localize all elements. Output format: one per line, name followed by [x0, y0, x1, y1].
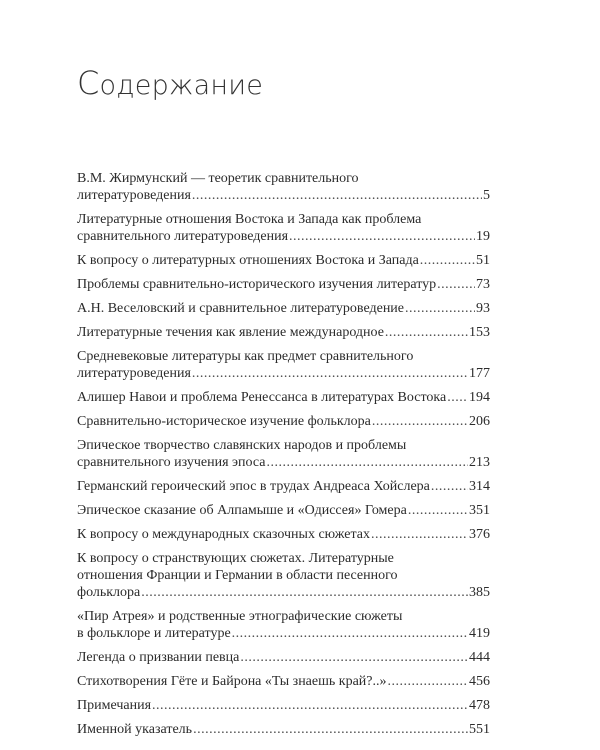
dot-leader: [192, 187, 482, 204]
dot-leader: [141, 584, 468, 601]
toc-entry-title-line: Примечания: [77, 698, 152, 713]
toc-page-number: 314: [469, 479, 490, 494]
toc-entry-title-line: К вопросу о международных сказочных сюжетах: [77, 527, 370, 542]
toc-page-number: 385: [469, 585, 490, 600]
toc-entry-title-line: Средневековые литературы как предмет сравнительного: [77, 349, 414, 364]
toc-entry[interactable]: [77, 608, 490, 642]
toc-entry-title-line: А.Н. Веселовский и сравнительное литературоведение: [77, 301, 405, 316]
toc-page-number: 93: [476, 301, 490, 316]
toc-entry-leader-line: [77, 389, 490, 406]
toc-entry[interactable]: [77, 276, 490, 293]
toc-entry-title-line: «Пир Атрея» и родственные этнографические сюжеты: [77, 609, 403, 624]
toc-entry-title-line: Литературные течения как явление международное: [77, 325, 384, 340]
toc-entry[interactable]: [77, 721, 490, 738]
dot-leader: [289, 228, 475, 245]
dot-leader: [420, 252, 475, 269]
page-title-initial: С: [77, 64, 100, 102]
toc-entry-title-line: К вопросу о литературных отношениях Востока и Запада: [77, 253, 419, 268]
dot-leader: [240, 649, 468, 666]
toc-entry-title-line: сравнительного литературоведения: [77, 229, 289, 244]
toc-entry-title-line: отношения Франции и Германии в области песенного: [77, 568, 398, 583]
toc-entry-leader-line: [77, 187, 490, 204]
toc-entry-title-line: в фольклоре и литературе: [77, 626, 231, 641]
toc-entry[interactable]: [77, 324, 490, 341]
toc-page-number: 478: [469, 698, 490, 713]
toc-entry-title-line: Легенда о призвании певца: [77, 650, 240, 665]
toc-page-number: 5: [483, 188, 490, 203]
toc-entry-leader-line: [77, 276, 490, 293]
toc-entry-title-line: Именной указатель: [77, 722, 193, 737]
toc-entry[interactable]: [77, 170, 490, 204]
toc-entry[interactable]: [77, 502, 490, 519]
toc-page-number: 73: [476, 277, 490, 292]
toc-entry[interactable]: [77, 300, 490, 317]
toc-entry-title-line: Литературные отношения Востока и Запада как проблема: [77, 212, 422, 227]
toc-entry-leader-line: [77, 324, 490, 341]
dot-leader: [193, 721, 468, 738]
toc-entry-leader-line: [77, 502, 490, 519]
toc-entry-title-line: Германский героический эпос в трудах Андреаса Хойслера: [77, 479, 430, 494]
toc-entry-title-line: К вопросу о странствующих сюжетах. Литературные: [77, 551, 394, 566]
dot-leader: [192, 365, 468, 382]
dot-leader: [388, 673, 469, 690]
toc-page-number: 194: [469, 390, 490, 405]
toc-entry-leader-line: [77, 526, 490, 543]
toc-entry[interactable]: [77, 413, 490, 430]
toc-entry-title-line: литературоведения: [77, 366, 191, 381]
toc-entry-title-line: В.М. Жирмунский — теоретик сравнительного: [77, 171, 359, 186]
dot-leader: [266, 454, 468, 471]
toc-entry-leader-line: [77, 228, 490, 245]
toc-page-number: 376: [469, 527, 490, 542]
toc-entry[interactable]: [77, 478, 490, 495]
table-of-contents: [77, 170, 490, 745]
toc-entry-leader-line: [77, 625, 490, 642]
toc-entry-title-line: сравнительного изучения эпоса: [77, 455, 266, 470]
page-title-rest: одержание: [99, 70, 264, 101]
toc-entry-leader-line: [77, 649, 490, 666]
toc-entry[interactable]: [77, 437, 490, 471]
toc-entry[interactable]: [77, 550, 490, 601]
toc-entry[interactable]: [77, 526, 490, 543]
toc-entry-leader-line: [77, 673, 490, 690]
toc-entry-leader-line: [77, 252, 490, 269]
dot-leader: [431, 478, 468, 495]
toc-entry[interactable]: [77, 389, 490, 406]
toc-page-number: 51: [476, 253, 490, 268]
toc-page-number: 551: [469, 722, 490, 737]
toc-page-number: 177: [469, 366, 490, 381]
toc-entry-leader-line: [77, 697, 490, 714]
toc-page-number: 351: [469, 503, 490, 518]
toc-entry-title-line: Стихотворения Гёте и Байрона «Ты знаешь край?..»: [77, 674, 387, 689]
toc-page-number: 456: [469, 674, 490, 689]
toc-page-number: 213: [469, 455, 490, 470]
dot-leader: [152, 697, 468, 714]
toc-page-number: 153: [469, 325, 490, 340]
toc-entry-title-line: Эпическое творчество славянских народов и проблемы: [77, 438, 407, 453]
toc-entry-leader-line: [77, 454, 490, 471]
toc-entry[interactable]: [77, 697, 490, 714]
toc-entry-title-line: фольклора: [77, 585, 141, 600]
toc-page-number: 19: [476, 229, 490, 244]
dot-leader: [372, 413, 468, 430]
toc-entry[interactable]: [77, 348, 490, 382]
toc-entry-title-line: Алишер Навои и проблема Ренессанса в литературах Востока: [77, 390, 447, 405]
dot-leader: [385, 324, 468, 341]
toc-entry-title-line: литературоведения: [77, 188, 191, 203]
dot-leader: [405, 300, 475, 317]
toc-entry[interactable]: [77, 673, 490, 690]
toc-page-number: 444: [469, 650, 490, 665]
toc-entry[interactable]: [77, 649, 490, 666]
toc-page-number: 419: [469, 626, 490, 641]
toc-entry-leader-line: [77, 300, 490, 317]
dot-leader: [437, 276, 475, 293]
toc-entry-leader-line: [77, 413, 490, 430]
toc-page-number: 206: [469, 414, 490, 429]
toc-entry-title-line: Сравнительно-историческое изучение фольклора: [77, 414, 371, 429]
dot-leader: [408, 502, 468, 519]
dot-leader: [232, 625, 468, 642]
toc-entry-leader-line: [77, 478, 490, 495]
toc-entry[interactable]: [77, 211, 490, 245]
dot-leader: [371, 526, 468, 543]
toc-entry[interactable]: [77, 252, 490, 269]
toc-entry-leader-line: [77, 584, 490, 601]
toc-entry-leader-line: [77, 365, 490, 382]
toc-entry-title-line: Эпическое сказание об Алпамыше и «Одиссея» Гомера: [77, 503, 407, 518]
page-title: [77, 64, 263, 102]
dot-leader: [447, 389, 468, 406]
toc-entry-title-line: Проблемы сравнительно-исторического изучения литератур: [77, 277, 437, 292]
toc-entry-leader-line: [77, 721, 490, 738]
